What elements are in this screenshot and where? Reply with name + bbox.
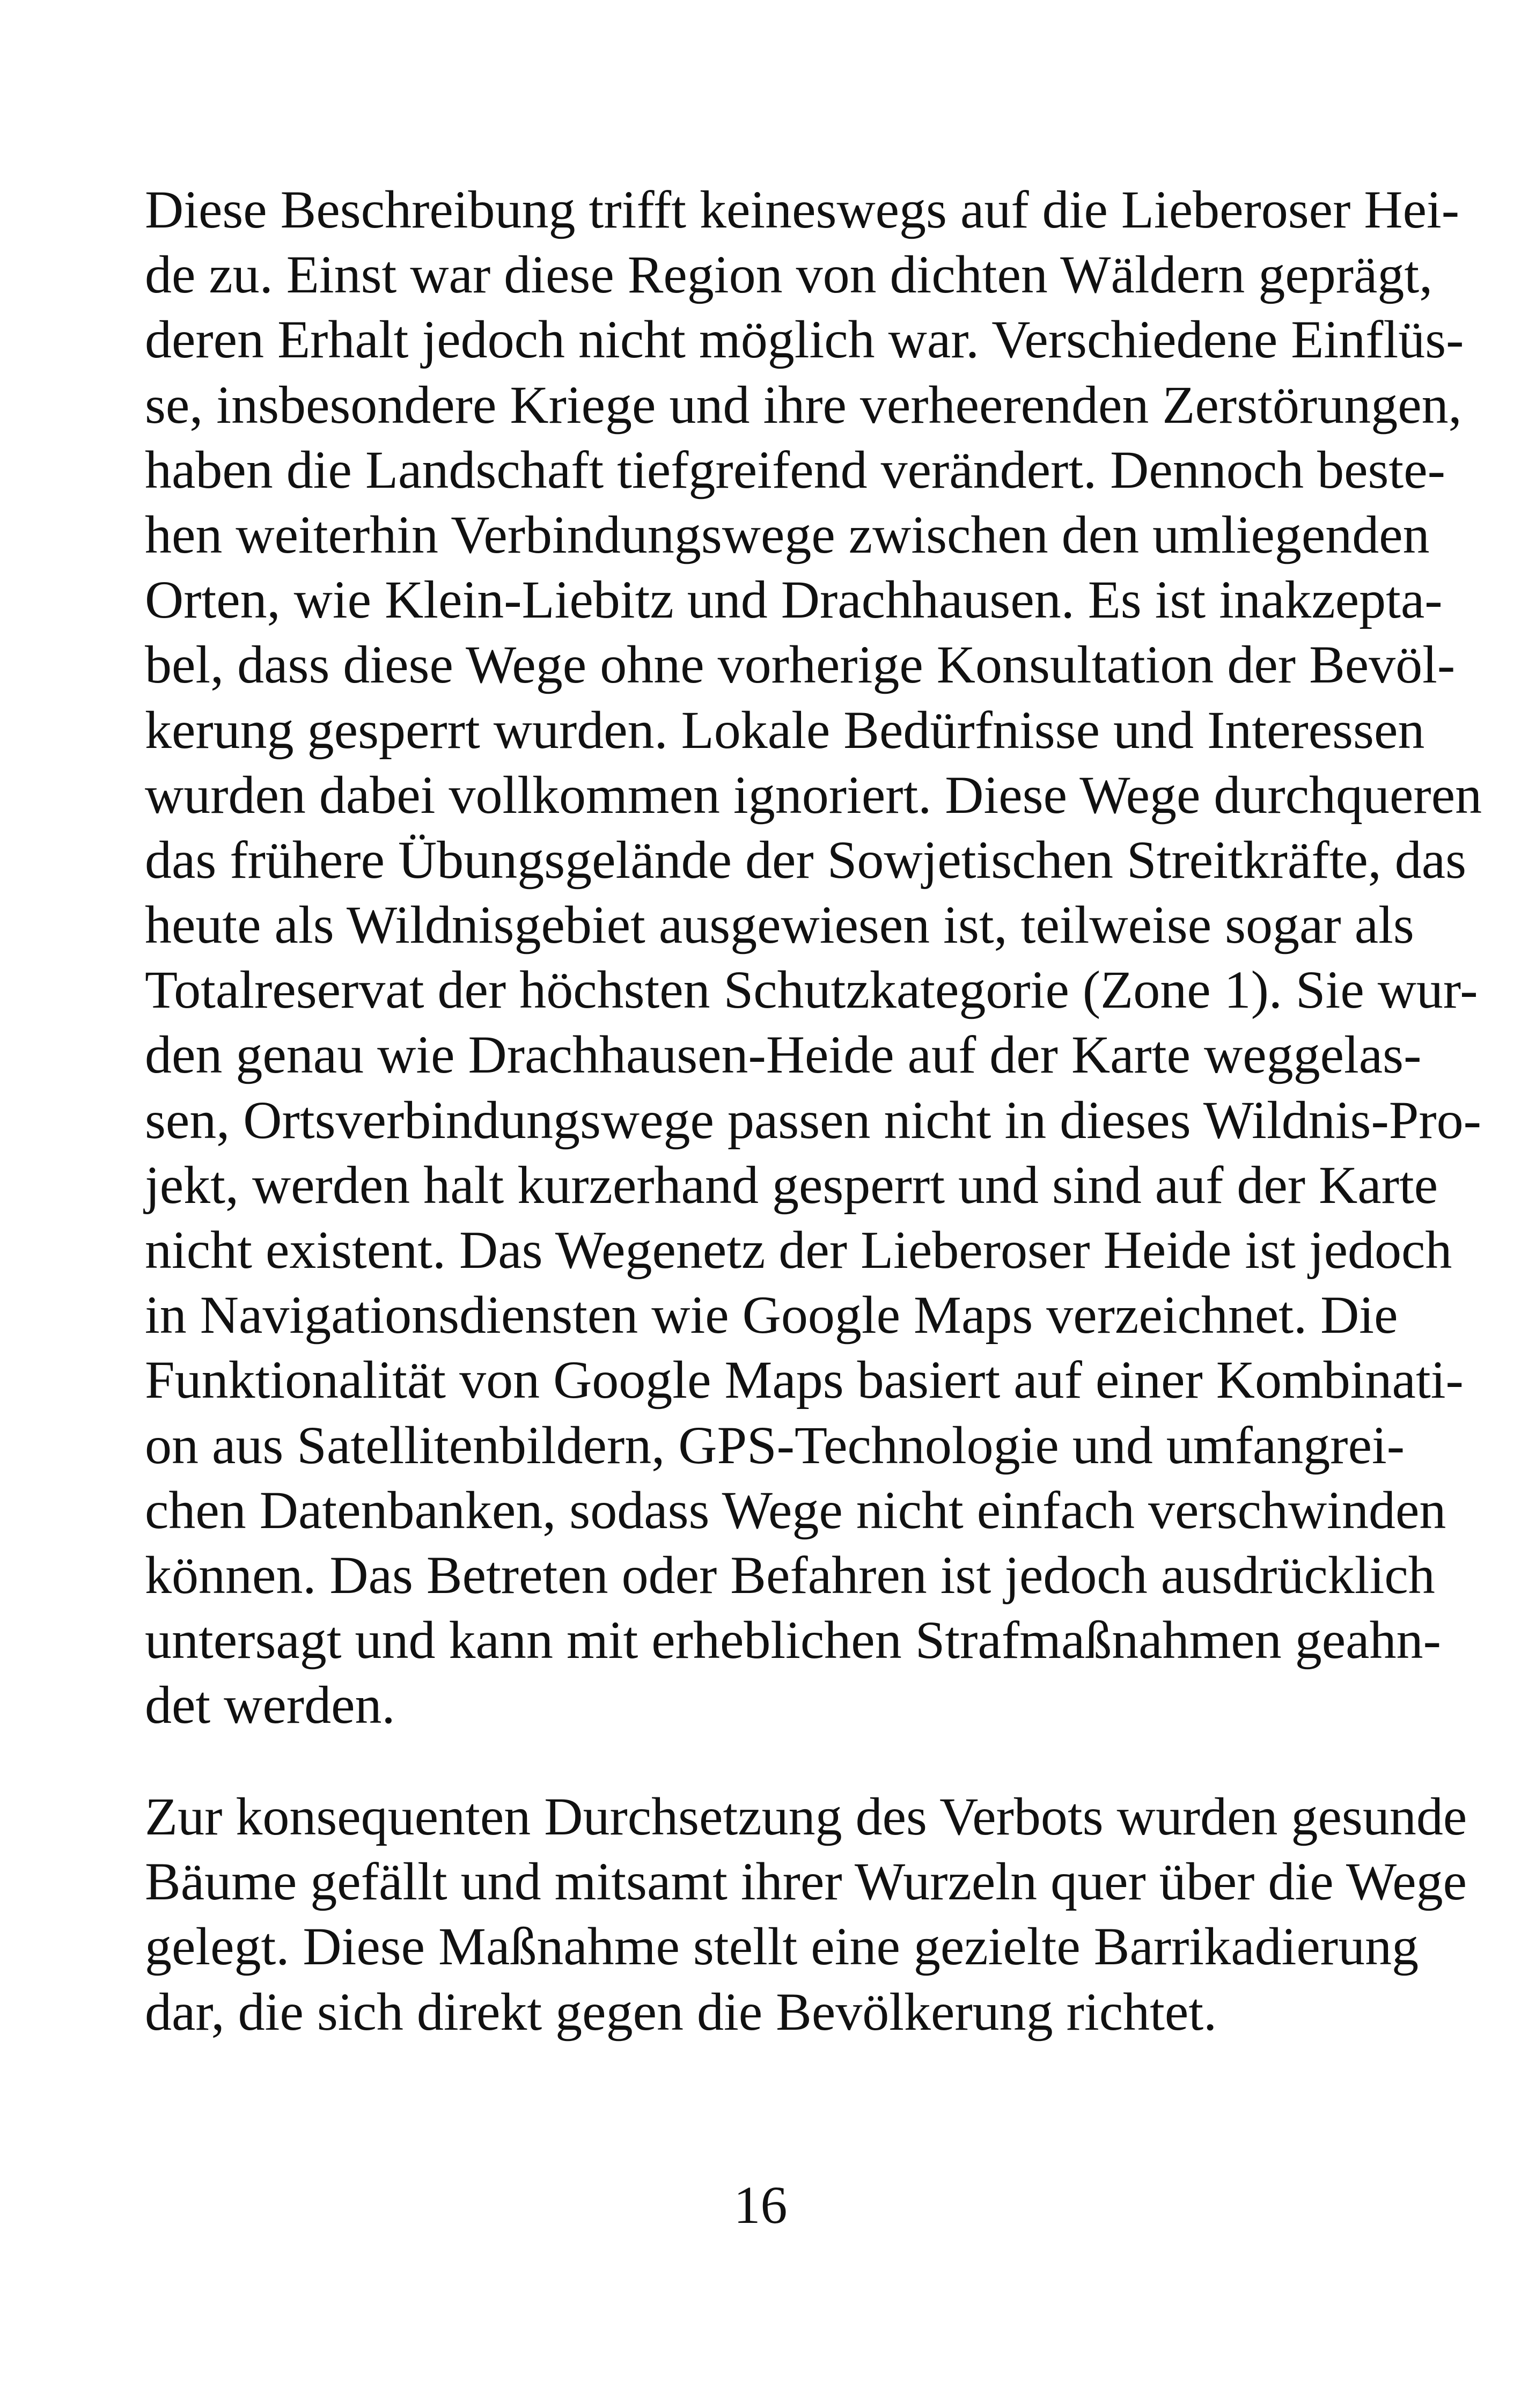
text-line: Zur konsequenten Durchsetzung des Verbots wurden gesunde: [145, 1787, 1467, 1846]
text-line: det werden.: [145, 1675, 395, 1735]
text-line: haben die Landschaft tiefgreifend verändert. Dennoch beste-: [145, 439, 1445, 500]
text-line: Funktionalität von Google Maps basiert auf einer Kombinati-: [145, 1350, 1464, 1410]
text-line: de zu. Einst war diese Region von dichten Wäldern geprägt,: [145, 245, 1433, 305]
text-line: wurden dabei vollkommen ignoriert. Diese Wege durchqueren: [145, 765, 1482, 825]
text-line: den genau wie Drachhausen-Heide auf der Karte weggelas-: [145, 1025, 1422, 1085]
text-line: Diese Beschreibung trifft keineswegs auf die Lieberoser Hei-: [145, 180, 1460, 239]
text-line: das frühere Übungsgelände der Sowjetischen Streitkräfte, das: [145, 829, 1467, 890]
text-line: Totalreservat der höchsten Schutzkategorie (Zone 1). Sie wur-: [145, 960, 1478, 1020]
text-line: sen, Ortsverbindungswege passen nicht in dieses Wildnis-Pro-: [145, 1090, 1481, 1150]
text-line: dar, die sich direkt gegen die Bevölkerung richtet.: [145, 1981, 1217, 2042]
paragraph-1: [145, 177, 1482, 1738]
page-number: 16: [733, 2175, 788, 2235]
text-line: kerung gesperrt wurden. Lokale Bedürfnisse und Interessen: [145, 700, 1425, 760]
text-line: gelegt. Diese Maßnahme stellt eine gezielte Barrikadierung: [145, 1917, 1419, 1977]
text-line: Orten, wie Klein-Liebitz und Drachhausen. Es ist inakzepta-: [145, 570, 1443, 630]
paragraph-2: [145, 1784, 1467, 2044]
text-line: können. Das Betreten oder Befahren ist jedoch ausdrücklich: [145, 1545, 1435, 1605]
text-line: Bäume gefällt und mitsamt ihrer Wurzeln quer über die Wege: [145, 1852, 1467, 1912]
text-line: untersagt und kann mit erheblichen Strafmaßnahmen geahn-: [145, 1610, 1441, 1670]
text-line: bel, dass diese Wege ohne vorherige Konsultation der Bevöl-: [145, 635, 1456, 695]
text-line: deren Erhalt jedoch nicht möglich war. Verschiedene Einflüs-: [145, 310, 1464, 370]
text-line: chen Datenbanken, sodass Wege nicht einfach verschwinden: [145, 1480, 1446, 1540]
text-line: se, insbesondere Kriege und ihre verheerenden Zerstörungen,: [145, 375, 1462, 435]
text-line: in Navigationsdiensten wie Google Maps verzeichnet. Die: [145, 1285, 1398, 1345]
text-line: hen weiterhin Verbindungswege zwischen den umliegenden: [145, 504, 1430, 564]
text-line: on aus Satellitenbildern, GPS-Technologie und umfangrei-: [145, 1415, 1405, 1475]
text-line: nicht existent. Das Wegenetz der Lieberoser Heide ist jedoch: [145, 1220, 1452, 1280]
text-line: heute als Wildnisgebiet ausgewiesen ist, teilweise sogar als: [145, 895, 1414, 955]
text-line: jekt, werden halt kurzerhand gesperrt und sind auf der Karte: [145, 1155, 1438, 1215]
